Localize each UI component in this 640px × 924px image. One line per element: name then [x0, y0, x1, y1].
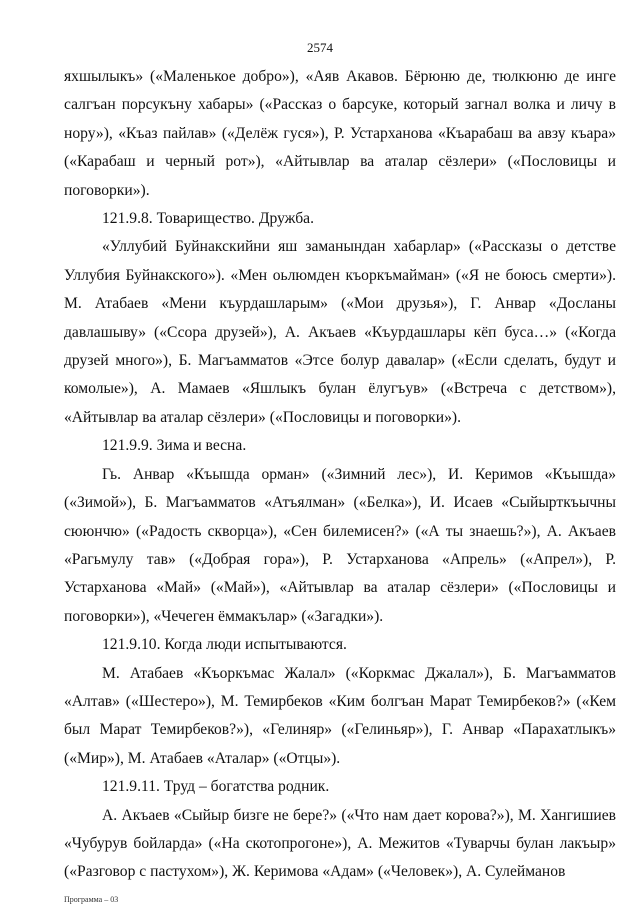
- section-heading: 121.9.9. Зима и весна.: [102, 437, 247, 455]
- paragraph: «Уллубий Буйнакскийни яш заманындан хабарлар» («Рассказы о детстве Уллубия Буйнакского»). «Мен оьлюмден къоркъмайман» («Я не боюсь смерти»). М. Атабаев «Мени къурдашларым» («Мои друзья»), Г. Анвар «Досланы давлашыву» («Ссора друзей»), А. Акъаев «Къурдашлары кёп буса…» («Когда друзей много»), Б. Магъамматов «Этсе болур давалар» («Если сделать, будут и комолые»), А. Мамаев «Яшлыкъ булан ёлугъув» («Встреча с детством»), «Айтывлар ва аталар сёзлери» («Пословицы и поговорки»).: [64, 238, 616, 426]
- page-number: 2574: [307, 40, 333, 55]
- document-body: [64, 63, 616, 887]
- paragraph: М. Атабаев «Къоркъмас Жалал» («Коркмас Джалал»), Б. Магъамматов «Алтав» («Шестеро»), М. Темирбеков «Ким болгъан Марат Темирбеков?» («Кем был Марат Темирбеков?»), «Гелиняр» («Гелиньяр»), Г. Анвар «Парахатлыкъ» («Мир»), М. Атабаев «Аталар» («Отцы»).: [64, 664, 616, 767]
- section-heading: 121.9.11. Труд – богатства родник.: [102, 778, 330, 796]
- section-heading: 121.9.10. Когда люди испытываются.: [102, 636, 347, 654]
- section-heading: 121.9.8. Товарищество. Дружба.: [102, 210, 314, 228]
- paragraph: Гь. Анвар «Къышда орман» («Зимний лес»), И. Керимов «Къышда» («Зимой»), Б. Магъамматов «Атъялман» («Белка»), И. Исаев «Сыйырткъычны сююнчю» («Радость скворца»), «Сен билемисен?» («А ты знаешь?»), А. Акъаев «Рагьмулу тав» («Добрая гора»), Р. Устарханова «Апрель» («Апрел»), Р. Устарханова «Май» («Май»), «Айтывлар ва аталар сёзлери» («Пословицы и поговорки»), «Чечеген ёммакълар» («Загадки»).: [64, 465, 616, 625]
- paragraph: А. Акъаев «Сыйыр бизге не бере?» («Что нам дает корова?»), М. Хангишиев «Чубурув бойларда» («На скотопрогоне»), А. Межитов «Туварчы булан лакъыр» («Разговор с пастухом»), Ж. Керимова «Адам» («Человек»), А. Сулейманов: [64, 806, 616, 881]
- paragraph-continuation: яхшылыкъ» («Маленькое добро»), «Аяв Акавов. Бёрюню де, тюлкюню де инге салгъан порсукъну хабары» («Рассказ о барсуке, который загнал волка и личу в нору»), «Къаз пайлав» («Делёж гуся»), Р. Устарханова «Къарабаш ва авзу къара» («Карабаш и черный рот»), «Айтывлар ва аталар сёзлери» («Пословицы и поговорки»).: [64, 68, 616, 199]
- page-footer: Программа – 03: [64, 895, 119, 904]
